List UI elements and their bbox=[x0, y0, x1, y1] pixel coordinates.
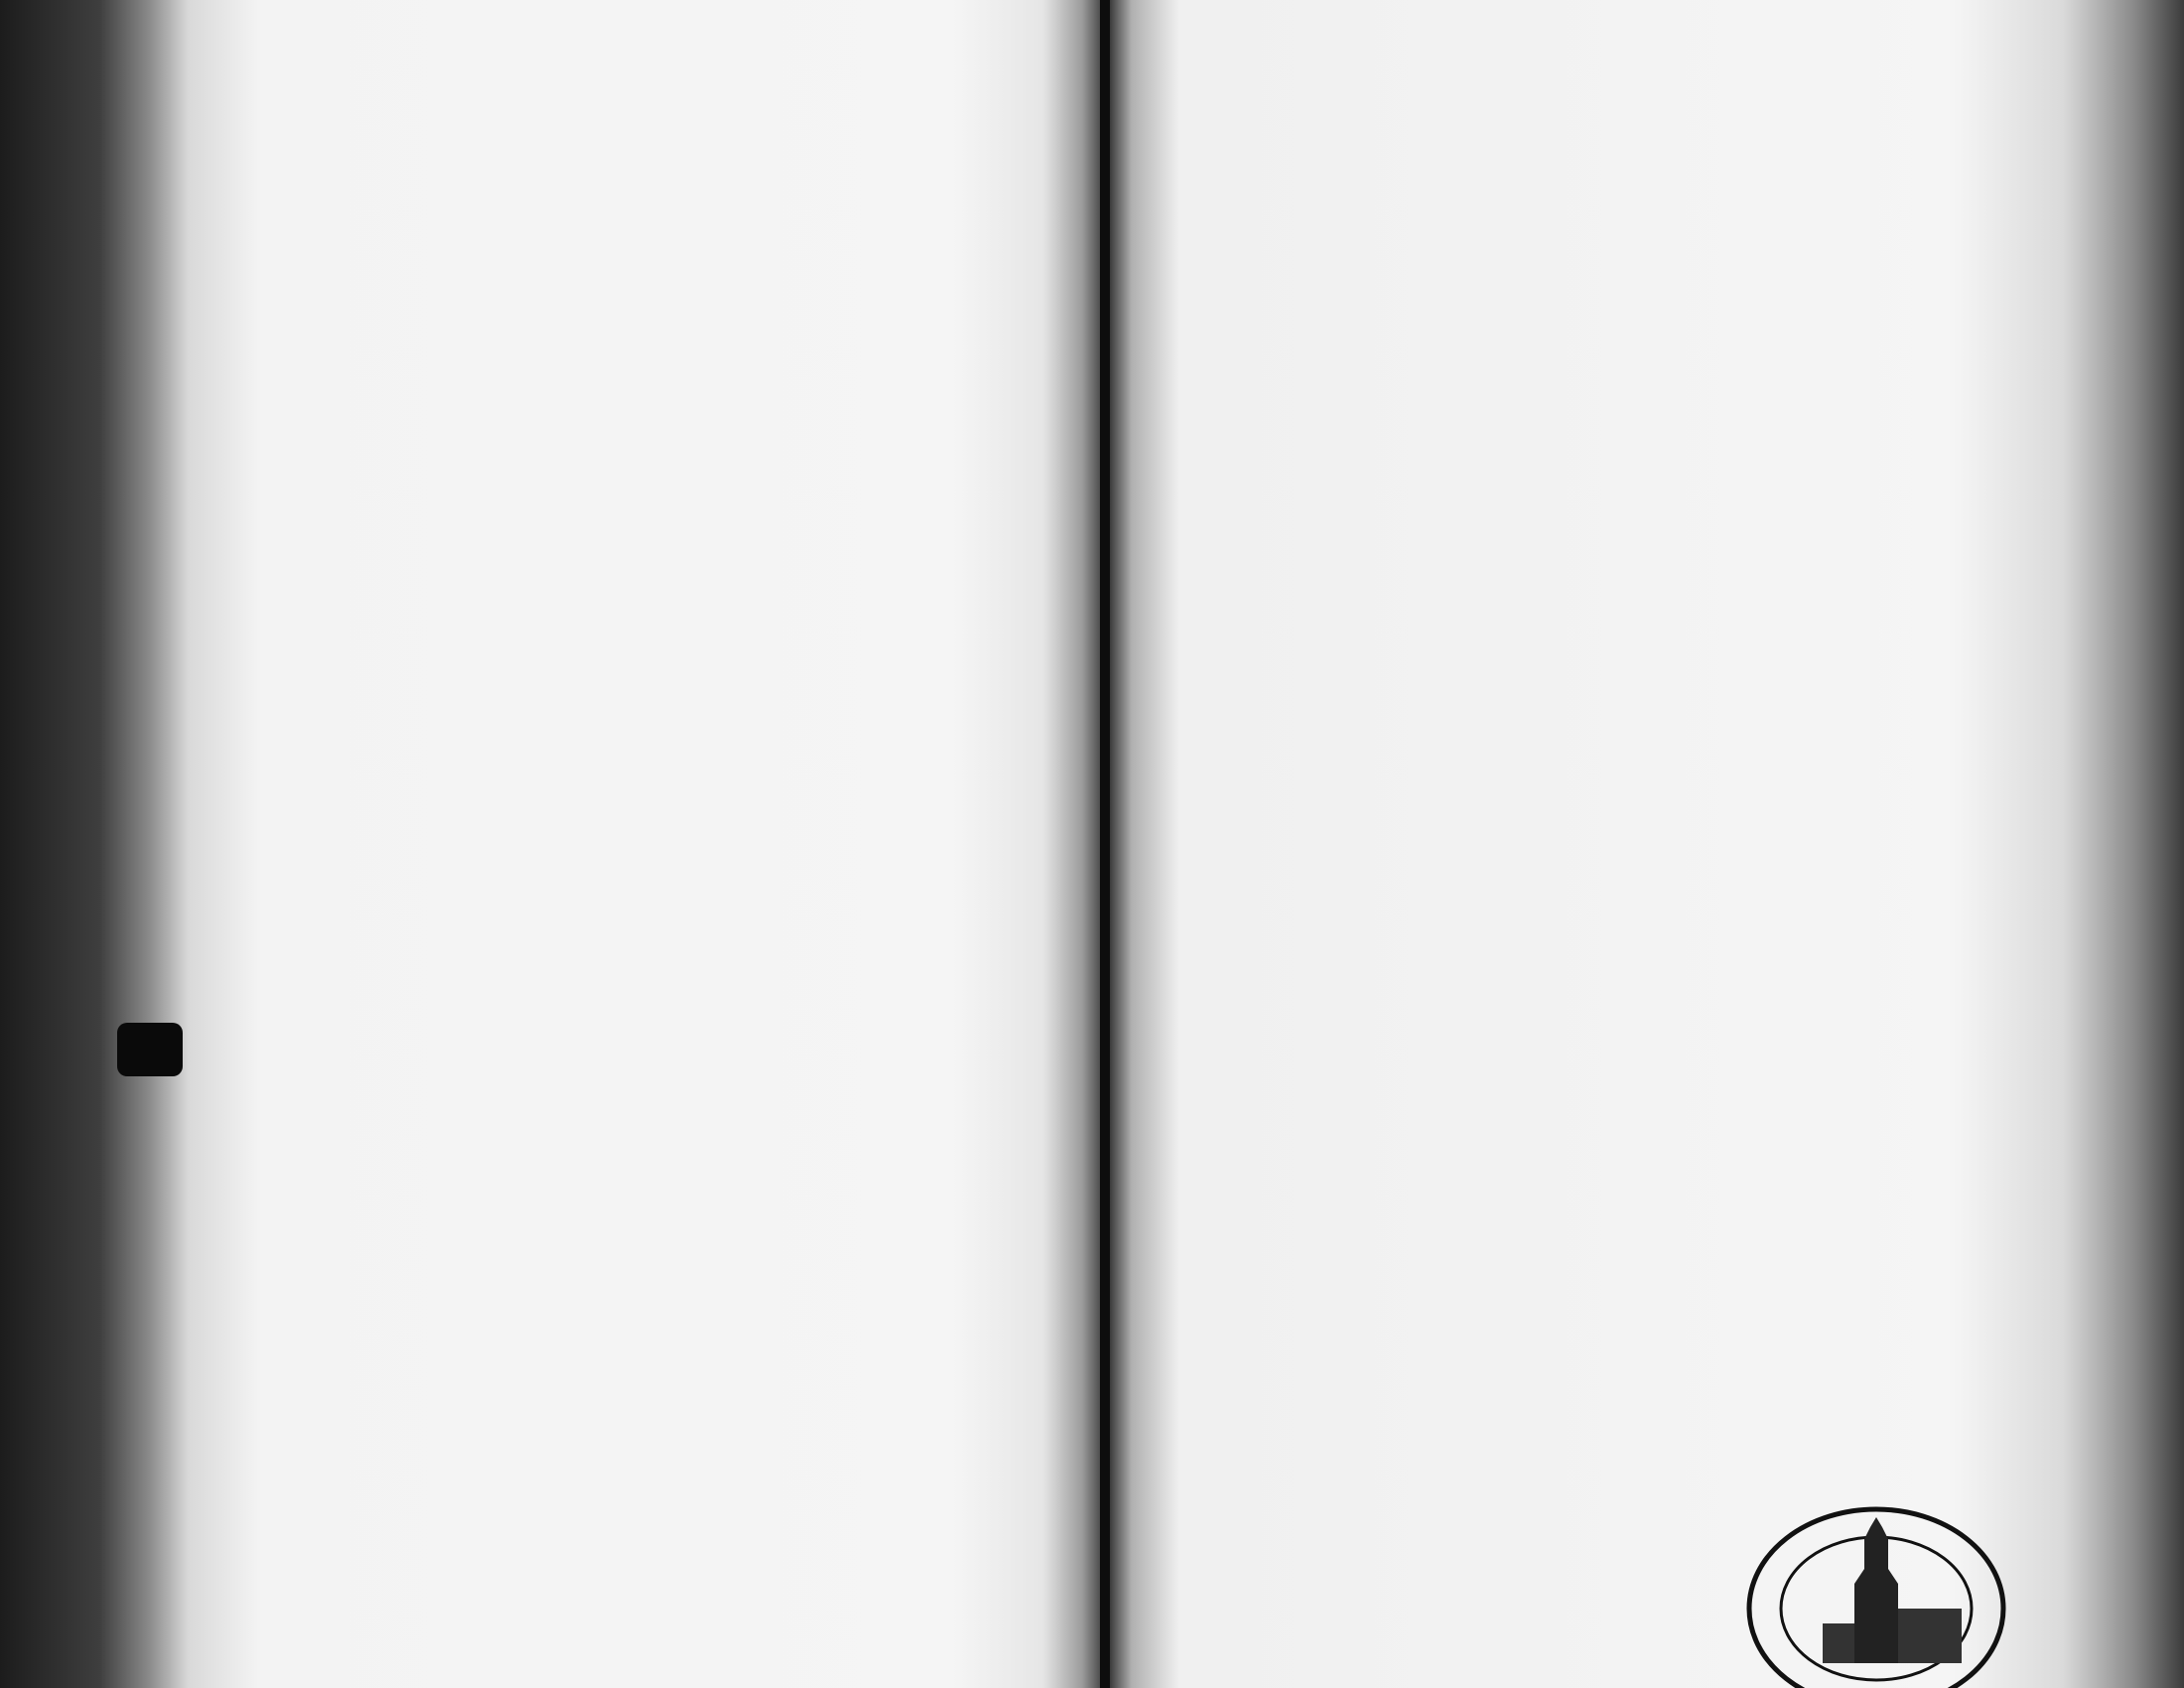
right-register-grid bbox=[1110, 0, 2184, 1688]
book-gutter bbox=[1100, 0, 1110, 1688]
right-grid-lines bbox=[1110, 0, 2184, 1688]
binding-clip bbox=[117, 1023, 183, 1076]
right-page bbox=[1110, 0, 2184, 1688]
diocese-stamp bbox=[1737, 1489, 2025, 1688]
stamp-seal bbox=[1737, 1489, 2025, 1688]
